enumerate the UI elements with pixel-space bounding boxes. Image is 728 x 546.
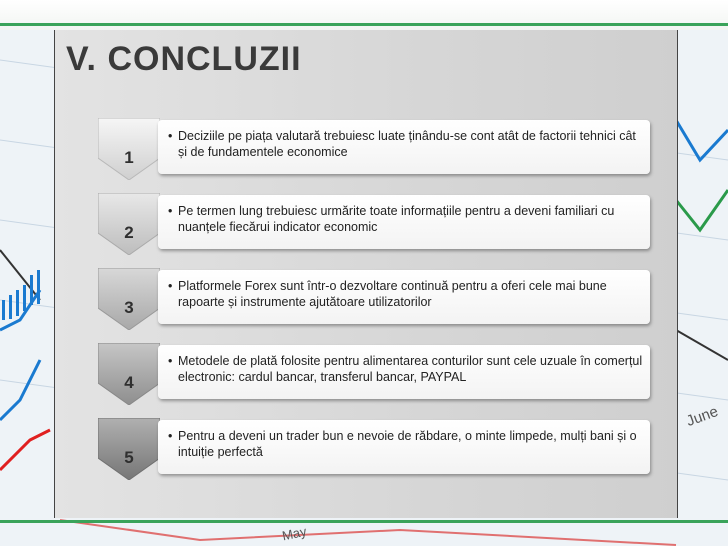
item-text: Pe termen lung trebuiesc urmărite toate informațiile pentru a deveni familiari cu nuanțele fiecărui indicator economic [178, 204, 615, 234]
conclusion-item-5 [98, 418, 654, 480]
item-text: Metodele de plată folosite pentru alimentarea conturilor sunt cele uzuale în comerțul electronic: cardul bancar, transferul bancar, PAYPAL [178, 354, 643, 384]
bullet-icon: • [168, 279, 173, 293]
bullet-icon: • [168, 204, 173, 218]
bg-label-may: May [280, 523, 308, 544]
item-text: Pentru a deveni un trader bun e nevoie de răbdare, o minte limpede, mulți bani și o intuiție perfectă [178, 429, 637, 459]
conclusion-item-4 [98, 343, 654, 405]
item-text-box [158, 120, 650, 174]
item-number: 2 [124, 223, 134, 242]
item-text-box [158, 420, 650, 474]
bullet-icon: • [168, 354, 173, 368]
item-text-box [158, 270, 650, 324]
item-text: Deciziile pe piața valutară trebuiesc luate ținându-se cont atât de factorii tehnici cât și de fundamentele economice [178, 129, 636, 159]
bullet-icon: • [168, 429, 173, 443]
bg-label-june: June [684, 402, 721, 431]
item-text: Platformele Forex sunt într-o dezvoltare continuă pentru a oferi cele mai bune rapoarte și instrumente ajutătoare utilizatorilor [178, 279, 607, 309]
item-text-box [158, 345, 650, 399]
item-number: 1 [124, 148, 134, 167]
conclusion-item-3 [98, 268, 654, 330]
item-number: 5 [124, 448, 134, 467]
slide-title: V. CONCLUZII [66, 40, 302, 78]
bullet-icon: • [168, 129, 173, 143]
item-number: 3 [124, 298, 134, 317]
bottom-accent-line [0, 520, 728, 523]
item-text-box [158, 195, 650, 249]
conclusion-item-1 [98, 118, 654, 180]
conclusion-item-2 [98, 193, 654, 255]
top-accent-line [0, 23, 728, 26]
item-number: 4 [124, 373, 134, 392]
